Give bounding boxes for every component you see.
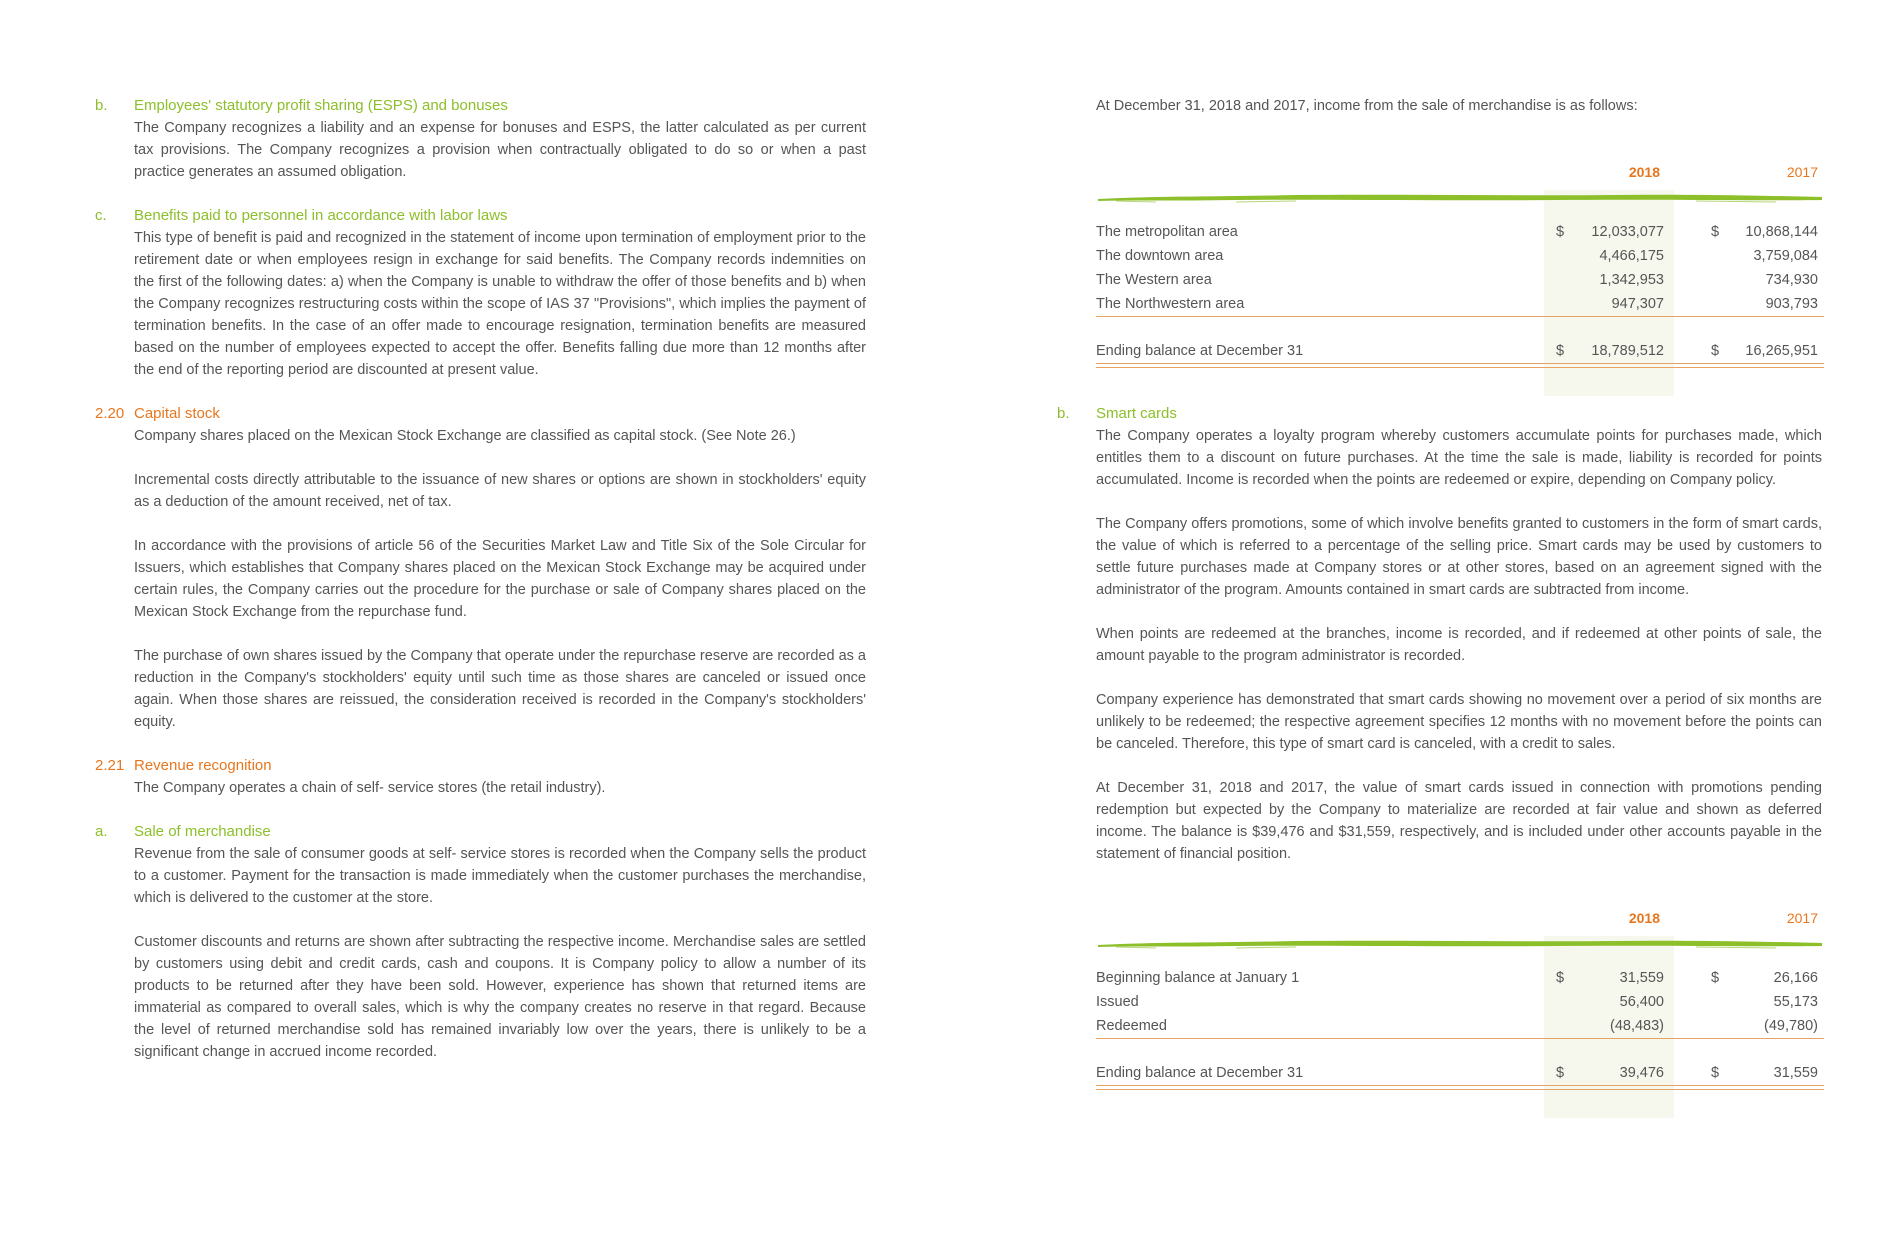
table-row: [1096, 220, 1824, 244]
section-heading: [95, 205, 870, 227]
section-heading: [95, 403, 870, 425]
subtotal-rule: [1096, 1038, 1824, 1039]
currency-symbol: $: [1711, 224, 1720, 240]
row-label: The metropolitan area: [1096, 224, 1238, 240]
section-benefits-paid: [95, 205, 870, 381]
currency-symbol: $: [1711, 1065, 1720, 1081]
value-2017: 903,793: [1765, 296, 1818, 312]
value-2017: (49,780): [1763, 1018, 1818, 1034]
value-2018: 947,307: [1611, 296, 1664, 312]
section-marker: 2.21: [95, 757, 125, 774]
table-total-row: [1096, 339, 1824, 363]
section-heading: [95, 821, 870, 843]
total-double-rule: [1096, 1085, 1824, 1090]
paragraph: This type of benefit is paid and recognized in the statement of income upon termination of employment prior to the retirement date or when employees resign in exchange for said benefits. The Company records indemnities on the first of the following dates: a) when the Company is unable to withdraw the offer of those benefits and b) when the Company recognizes restructuring costs within the scope of IAS 37 "Provisions", which implies the payment of termination benefits. In the case of an offer made to encourage resignation, termination benefits are measured based on the number of employees expected to accept the offer. Benefits falling due more than 12 months after the end of the reporting period are discounted at present value.: [134, 230, 866, 378]
value-2017: 10,868,144: [1745, 224, 1818, 240]
section-marker: b.: [1057, 405, 1070, 422]
table-row: [1096, 244, 1824, 268]
paragraph: At December 31, 2018 and 2017, the value of smart cards issued in connection with promotions pending redemption but expected by the Company to materialize are recorded at fair value and shown as deferred income. The balance is $39,476 and $31,559, respectively, and is included under other accounts payable in the statement of financial position.: [1096, 780, 1822, 862]
section-heading: [1057, 403, 1822, 425]
paragraph: The purchase of own shares issued by the Company that operate under the repurchase reserve are recorded as a reduction in the Company's stockholders' equity until such time as those shares are canceled or issued once again. When those shares are reissued, the consideration received is recorded in the Company's stockholders' equity.: [134, 648, 866, 730]
value-2017: 26,166: [1773, 970, 1818, 986]
year-2018: 2018: [1628, 910, 1660, 926]
section-title: Sale of merchandise: [134, 823, 271, 840]
currency-symbol: $: [1556, 224, 1565, 240]
value-2017: 734,930: [1765, 272, 1818, 288]
value-2017: 3,759,084: [1753, 248, 1818, 264]
row-label: Redeemed: [1096, 1018, 1167, 1034]
row-label: Issued: [1096, 994, 1139, 1010]
merchandise-income-table: [1096, 160, 1824, 368]
row-label: Ending balance at December 31: [1096, 1065, 1304, 1081]
currency-symbol: $: [1556, 970, 1565, 986]
section-capital-stock: [95, 403, 870, 733]
section-heading: [95, 95, 870, 117]
value-2018: 4,466,175: [1599, 248, 1664, 264]
section-marker: a.: [95, 823, 108, 840]
row-label: The downtown area: [1096, 248, 1224, 264]
paragraph: In accordance with the provisions of article 56 of the Securities Market Law and Title Six of the Sole Circular for Issuers, which establishes that Company shares placed on the Mexican Stock Exchange may be acquired under certain rules, the Company carries out the procedure for the purchase or sale of Company shares placed on the Mexican Stock Exchange from the repurchase fund.: [134, 538, 866, 620]
section-marker: b.: [95, 97, 108, 114]
paragraph: Revenue from the sale of consumer goods at self- service stores is recorded when the Company sells the product to a customer. Payment for the transaction is made immediately when the customer purchases the merchandise, which is delivered to the customer at the store.: [134, 846, 866, 906]
value-2018: 56,400: [1619, 994, 1664, 1010]
table-total-row: [1096, 1061, 1824, 1085]
brush-stroke-divider: [1096, 936, 1824, 952]
section-title: Revenue recognition: [134, 757, 272, 774]
paragraph: Customer discounts and returns are shown after subtracting the respective income. Merchandise sales are settled by customers using debit and credit cards, cash and coupons. It is Company policy to allow a number of its products to be returned after they have been sold. However, experience has shown that returned items are immaterial as compared to overall sales, which is why the company creates no reserve in that regard. Because the level of returned merchandise sold has remained invariably low over the years, there is unlikely to be a significant change in accrued income recorded.: [134, 934, 866, 1060]
section-title: Smart cards: [1096, 405, 1177, 422]
currency-symbol: $: [1556, 1065, 1565, 1081]
year-2017: 2017: [1786, 910, 1818, 926]
year-2017: 2017: [1786, 164, 1818, 180]
section-marker: 2.20: [95, 405, 125, 422]
subtotal-rule: [1096, 316, 1824, 317]
section-heading: [95, 755, 870, 777]
currency-symbol: $: [1711, 343, 1720, 359]
intro-text: At December 31, 2018 and 2017, income from the sale of merchandise is as follows:: [1096, 98, 1638, 114]
section-revenue-recognition: [95, 755, 870, 799]
table-header: [1096, 160, 1824, 190]
value-2017: 55,173: [1773, 994, 1818, 1010]
value-2017: 31,559: [1773, 1065, 1818, 1081]
currency-symbol: $: [1556, 343, 1565, 359]
value-2018: 31,559: [1619, 970, 1664, 986]
smart-cards-table: [1096, 906, 1824, 1090]
paragraph: Company shares placed on the Mexican Stock Exchange are classified as capital stock. (See Note 26.): [134, 428, 796, 444]
section-title: Employees' statutory profit sharing (ESPS) and bonuses: [134, 97, 508, 114]
value-2018: 18,789,512: [1591, 343, 1664, 359]
value-2018: (48,483): [1609, 1018, 1664, 1034]
row-label: The Western area: [1096, 272, 1212, 288]
row-label: Ending balance at December 31: [1096, 343, 1304, 359]
total-double-rule: [1096, 363, 1824, 368]
paragraph: The Company offers promotions, some of which involve benefits granted to customers in the form of smart cards, the value of which is referred to a percentage of the selling price. Smart cards may be used by customers to settle future purchases made at Company stores or at other stores, based on an agreement signed with the administrator of the program. Amounts contained in smart cards are subtracted from income.: [1096, 516, 1822, 598]
section-title: Capital stock: [134, 405, 220, 422]
paragraph: The Company operates a loyalty program whereby customers accumulate points for purchases made, which entitles them to a discount on future purchases. At the time the sale is made, liability is recorded for points accumulated. Income is recorded when the points are redeemed or expire, depending on Company policy.: [1096, 428, 1822, 488]
table-row: [1096, 966, 1824, 990]
row-label: Beginning balance at January 1: [1096, 970, 1300, 986]
section-smart-cards: [1057, 403, 1822, 865]
value-2018: 1,342,953: [1599, 272, 1664, 288]
value-2018: 12,033,077: [1591, 224, 1664, 240]
paragraph: Incremental costs directly attributable to the issuance of new shares or options are shown in stockholders' equity as a deduction of the amount received, net of tax.: [134, 472, 866, 510]
table-header: [1096, 906, 1824, 936]
brush-stroke-divider: [1096, 190, 1824, 206]
year-2018: 2018: [1628, 164, 1660, 180]
row-label: The Northwestern area: [1096, 296, 1245, 312]
paragraph: The Company operates a chain of self- service stores (the retail industry).: [134, 780, 606, 796]
section-marker: c.: [95, 207, 107, 224]
paragraph: When points are redeemed at the branches, income is recorded, and if redeemed at other points of sale, the amount payable to the program administrator is recorded.: [1096, 626, 1822, 664]
table-row: [1096, 268, 1824, 292]
table-row: [1096, 990, 1824, 1014]
section-sale-of-merchandise: [95, 821, 870, 1063]
paragraph: The Company recognizes a liability and an expense for bonuses and ESPS, the latter calculated as per current tax provisions. The Company recognizes a provision when contractually obligated to do so or when a past practice generates an assumed obligation.: [134, 120, 866, 180]
value-2017: 16,265,951: [1745, 343, 1818, 359]
section-employees-profit-sharing: [95, 95, 870, 183]
paragraph: Company experience has demonstrated that smart cards showing no movement over a period of six months are unlikely to be redeemed; the respective agreement specifies 12 months with no movement before the points can be canceled. Therefore, this type of smart card is canceled, with a credit to sales.: [1096, 692, 1822, 752]
currency-symbol: $: [1711, 970, 1720, 986]
table-row: [1096, 292, 1824, 316]
value-2018: 39,476: [1619, 1065, 1664, 1081]
table-row: [1096, 1014, 1824, 1038]
section-title: Benefits paid to personnel in accordance with labor laws: [134, 207, 508, 224]
